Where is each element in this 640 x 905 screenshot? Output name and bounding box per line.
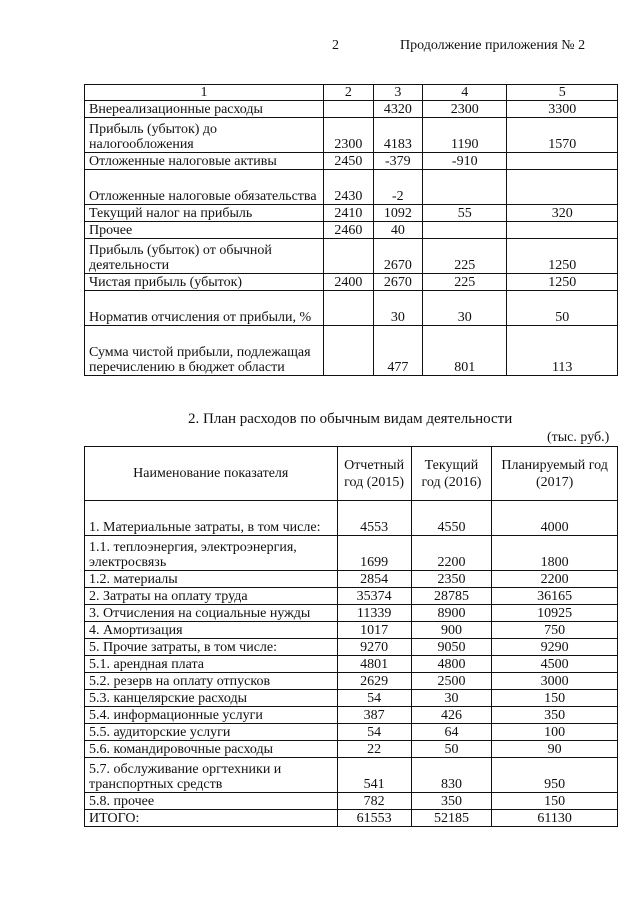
- cell-value: 426: [411, 707, 492, 724]
- row-name: 5.1. арендная плата: [85, 656, 338, 673]
- row-name: 2. Затраты на оплату труда: [85, 588, 338, 605]
- cell-value: -910: [423, 153, 507, 170]
- row-name: 5. Прочие затраты, в том числе:: [85, 639, 338, 656]
- cell-value: 4500: [492, 656, 618, 673]
- cell-value: 4553: [337, 501, 411, 536]
- cell-value: 52185: [411, 810, 492, 827]
- cell-value: 1092: [373, 205, 423, 222]
- row-name: 5.2. резерв на оплату отпусков: [85, 673, 338, 690]
- cell-value: 4550: [411, 501, 492, 536]
- row-name: Сумма чистой прибыли, подлежащая перечислению в бюджет области: [85, 326, 324, 376]
- cell-value: 4320: [373, 101, 423, 118]
- cell-value: 150: [492, 793, 618, 810]
- cell-value: 113: [507, 326, 618, 376]
- cell-value: 2300: [423, 101, 507, 118]
- cell-value: 477: [373, 326, 423, 376]
- cell-value: 750: [492, 622, 618, 639]
- row-name: 5.5. аудиторские услуги: [85, 724, 338, 741]
- table-row: [85, 707, 618, 724]
- row-name: 1.2. материалы: [85, 571, 338, 588]
- row-name: 5.6. командировочные расходы: [85, 741, 338, 758]
- column-number-row: [85, 85, 618, 101]
- cell-value: 1800: [492, 536, 618, 571]
- units-label: (тыс. руб.): [547, 430, 610, 445]
- page-number: 2: [332, 38, 339, 53]
- cell-value: [507, 170, 618, 205]
- cell-value: 40: [373, 222, 423, 239]
- table-row: [85, 205, 618, 222]
- cell-value: 225: [423, 274, 507, 291]
- cell-value: 1250: [507, 274, 618, 291]
- row-code: [324, 291, 374, 326]
- row-name: Отложенные налоговые активы: [85, 153, 324, 170]
- cell-value: -2: [373, 170, 423, 205]
- cell-value: 22: [337, 741, 411, 758]
- table-row: [85, 741, 618, 758]
- cell-value: 350: [411, 793, 492, 810]
- cell-value: 350: [492, 707, 618, 724]
- column-number: 4: [423, 85, 507, 101]
- cell-value: 3000: [492, 673, 618, 690]
- cell-value: 782: [337, 793, 411, 810]
- row-code: 2460: [324, 222, 374, 239]
- table-row: [85, 274, 618, 291]
- continuation-label: Продолжение приложения № 2: [400, 38, 586, 53]
- cell-value: 320: [507, 205, 618, 222]
- cell-value: 30: [411, 690, 492, 707]
- cell-value: -379: [373, 153, 423, 170]
- table-row: [85, 101, 618, 118]
- cell-value: 950: [492, 758, 618, 793]
- table-row: [85, 639, 618, 656]
- table-row: [85, 605, 618, 622]
- cell-value: 1699: [337, 536, 411, 571]
- row-name: Норматив отчисления от прибыли, %: [85, 291, 324, 326]
- cell-value: 54: [337, 690, 411, 707]
- row-name: 5.4. информационные услуги: [85, 707, 338, 724]
- cell-value: 2200: [411, 536, 492, 571]
- cell-value: 225: [423, 239, 507, 274]
- row-name: Прибыль (убыток) до налогообложения: [85, 118, 324, 153]
- cell-value: 100: [492, 724, 618, 741]
- row-name: Прочее: [85, 222, 324, 239]
- cell-value: 1250: [507, 239, 618, 274]
- cell-value: 2670: [373, 274, 423, 291]
- row-name: Чистая прибыль (убыток): [85, 274, 324, 291]
- header-name: Наименование показателя: [85, 447, 338, 501]
- cell-value: 4801: [337, 656, 411, 673]
- cell-value: 90: [492, 741, 618, 758]
- table-row: [85, 118, 618, 153]
- table-row: [85, 291, 618, 326]
- header-current-year: Текущий год (2016): [411, 447, 492, 501]
- table-row: [85, 622, 618, 639]
- cell-value: 50: [411, 741, 492, 758]
- profit-table: [84, 84, 618, 376]
- cell-value: [423, 222, 507, 239]
- cell-value: 541: [337, 758, 411, 793]
- table-row: [85, 571, 618, 588]
- row-name: Текущий налог на прибыль: [85, 205, 324, 222]
- row-name: Прибыль (убыток) от обычной деятельности: [85, 239, 324, 274]
- cell-value: [507, 153, 618, 170]
- cell-value: 387: [337, 707, 411, 724]
- cell-value: 50: [507, 291, 618, 326]
- cell-value: 10925: [492, 605, 618, 622]
- cell-value: 4000: [492, 501, 618, 536]
- cell-value: 3300: [507, 101, 618, 118]
- table-row: [85, 793, 618, 810]
- cell-value: 900: [411, 622, 492, 639]
- row-name: 1. Материальные затраты, в том числе:: [85, 501, 338, 536]
- row-code: 2450: [324, 153, 374, 170]
- column-number: 5: [507, 85, 618, 101]
- cell-value: 150: [492, 690, 618, 707]
- row-name: ИТОГО:: [85, 810, 338, 827]
- cell-value: 11339: [337, 605, 411, 622]
- cell-value: 35374: [337, 588, 411, 605]
- row-code: 2430: [324, 170, 374, 205]
- cell-value: 61130: [492, 810, 618, 827]
- cell-value: 2629: [337, 673, 411, 690]
- table-row: [85, 588, 618, 605]
- table-row: [85, 326, 618, 376]
- cell-value: 2350: [411, 571, 492, 588]
- row-name: 1.1. теплоэнергия, электроэнергия, электросвязь: [85, 536, 338, 571]
- cell-value: 2200: [492, 571, 618, 588]
- cell-value: 55: [423, 205, 507, 222]
- table-row: [85, 758, 618, 793]
- cell-value: 30: [373, 291, 423, 326]
- cell-value: [423, 170, 507, 205]
- cell-value: 2854: [337, 571, 411, 588]
- row-code: 2410: [324, 205, 374, 222]
- row-name: 3. Отчисления на социальные нужды: [85, 605, 338, 622]
- table-row: [85, 724, 618, 741]
- header-planned-year: Планируемый год (2017): [492, 447, 618, 501]
- total-row: [85, 810, 618, 827]
- cell-value: 1570: [507, 118, 618, 153]
- row-name: 5.3. канцелярские расходы: [85, 690, 338, 707]
- column-number: 3: [373, 85, 423, 101]
- row-name: 5.7. обслуживание оргтехники и транспортных средств: [85, 758, 338, 793]
- cell-value: 54: [337, 724, 411, 741]
- row-name: Внереализационные расходы: [85, 101, 324, 118]
- cell-value: 2670: [373, 239, 423, 274]
- cell-value: 9290: [492, 639, 618, 656]
- row-code: [324, 239, 374, 274]
- table-row: [85, 222, 618, 239]
- table-row: [85, 501, 618, 536]
- row-code: 2400: [324, 274, 374, 291]
- cell-value: 801: [423, 326, 507, 376]
- cell-value: 1190: [423, 118, 507, 153]
- cell-value: 36165: [492, 588, 618, 605]
- row-code: [324, 326, 374, 376]
- cell-value: 30: [423, 291, 507, 326]
- cell-value: 64: [411, 724, 492, 741]
- cell-value: 4183: [373, 118, 423, 153]
- cell-value: 61553: [337, 810, 411, 827]
- table-row: [85, 673, 618, 690]
- section-title: 2. План расходов по обычным видам деятельности: [188, 411, 513, 427]
- table-row: [85, 656, 618, 673]
- row-code: [324, 101, 374, 118]
- cell-value: 9050: [411, 639, 492, 656]
- table-row: [85, 536, 618, 571]
- table-row: [85, 239, 618, 274]
- header-report-year: Отчетный год (2015): [337, 447, 411, 501]
- row-name: 4. Амортизация: [85, 622, 338, 639]
- cell-value: 1017: [337, 622, 411, 639]
- row-name: 5.8. прочее: [85, 793, 338, 810]
- table-row: [85, 153, 618, 170]
- cell-value: [507, 222, 618, 239]
- table-row: [85, 170, 618, 205]
- cell-value: 28785: [411, 588, 492, 605]
- row-code: 2300: [324, 118, 374, 153]
- row-name: Отложенные налоговые обязательства: [85, 170, 324, 205]
- cell-value: 2500: [411, 673, 492, 690]
- cell-value: 8900: [411, 605, 492, 622]
- cell-value: 830: [411, 758, 492, 793]
- column-number: 2: [324, 85, 374, 101]
- expenses-table: [84, 446, 618, 827]
- header-row: [85, 447, 618, 501]
- cell-value: 4800: [411, 656, 492, 673]
- column-number: 1: [85, 85, 324, 101]
- cell-value: 9270: [337, 639, 411, 656]
- table-row: [85, 690, 618, 707]
